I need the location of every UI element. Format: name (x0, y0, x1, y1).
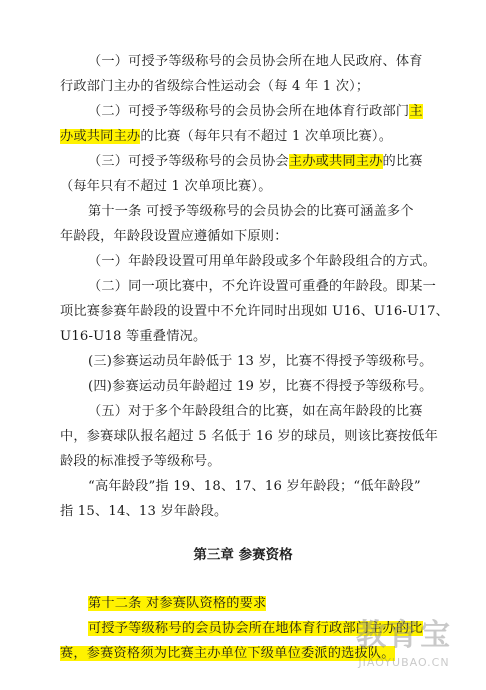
paragraph-3-line-2: （每年只有不超过 1 次单项比赛）。 (60, 179, 272, 194)
article-11-line-2: 年龄段，年龄段设置应遵循如下原则： (60, 229, 288, 244)
rule-5-line-1: （五）对于多个年龄段组合的比赛，如在高年龄段的比赛 (88, 404, 423, 419)
paragraph-2-line-2 (60, 128, 392, 146)
watermark-main-text: 教育宝 (356, 618, 452, 653)
rule-5-line-2: 中，参赛球队报名超过 5 名低于 16 岁的球员，则该比赛按低年 (60, 429, 439, 444)
paragraph-3-line-1 (88, 153, 423, 171)
watermark-sub-text: JIAOYUBAO.CN (358, 656, 450, 669)
article-12-title-line (88, 595, 266, 613)
paragraph-2-text-b: 的比赛（每年只有不超过 1 次单项比赛）。 (140, 129, 393, 144)
paragraph-3-text-c: 的比赛 (382, 154, 423, 169)
rule-4: (四)参赛运动员年龄超过 19 岁，比赛不得授予等级称号。 (88, 379, 433, 394)
paragraph-1-line-2: 行政部门主办的省级综合性运动会（每 4 年 1 次）； (60, 79, 370, 94)
paragraph-3-highlight: 主办或共同主办 (288, 154, 383, 169)
paragraph-2-line-1 (88, 103, 423, 121)
paragraph-2-highlight-b: 办或共同主办 (60, 129, 141, 144)
rule-2-line-3: U16-U18 等重叠情况。 (60, 329, 207, 344)
rule-2-line-2: 项比赛参赛年龄段的设置中不允许同时出现如 U16、U16-U17、 (60, 304, 450, 319)
age-definition-line-1: “高年龄段”指 19、18、17、16 岁年龄段；“低年龄段” (88, 479, 421, 494)
article-12-text-2: 赛，参赛资格须为比赛主办单位下级单位委派的选拔队。 (60, 646, 395, 661)
paragraph-2-highlight-a: 主 (409, 104, 423, 119)
paragraph-1-line-1: （一）可授予等级称号的会员协会所在地人民政府、体育 (88, 54, 423, 69)
paragraph-3-text-a: （三）可授予等级称号的会员协会 (88, 154, 289, 169)
age-definition-line-2: 指 15、14、13 岁年龄段。 (60, 504, 228, 519)
watermark-logo (344, 618, 464, 676)
article-11-line-1: 第十一条 可授予等级称号的会员协会的比赛可涵盖多个 (88, 204, 414, 219)
paragraph-2-text-a: （二）可授予等级称号的会员协会所在地体育行政部门 (88, 104, 410, 119)
rule-5-line-3: 龄段的标准授予等级称号。 (60, 454, 221, 469)
article-12-title: 第十二条 对参赛队资格的要求 (88, 596, 267, 611)
rule-1: （一）年龄段设置可用单年龄段或多个年龄段组合的方式。 (88, 254, 437, 269)
rule-3: (三)参赛运动员年龄低于 13 岁，比赛不得授予等级称号。 (88, 354, 433, 369)
rule-2-line-1: （二）同一项比赛中，不允许设置可重叠的年龄段。即某一 (88, 279, 437, 294)
chapter-heading: 第三章 参赛资格 (193, 547, 293, 563)
article-12-text-1: 可授予等级称号的会员协会所在地体育行政部门主办的比 (88, 621, 423, 636)
